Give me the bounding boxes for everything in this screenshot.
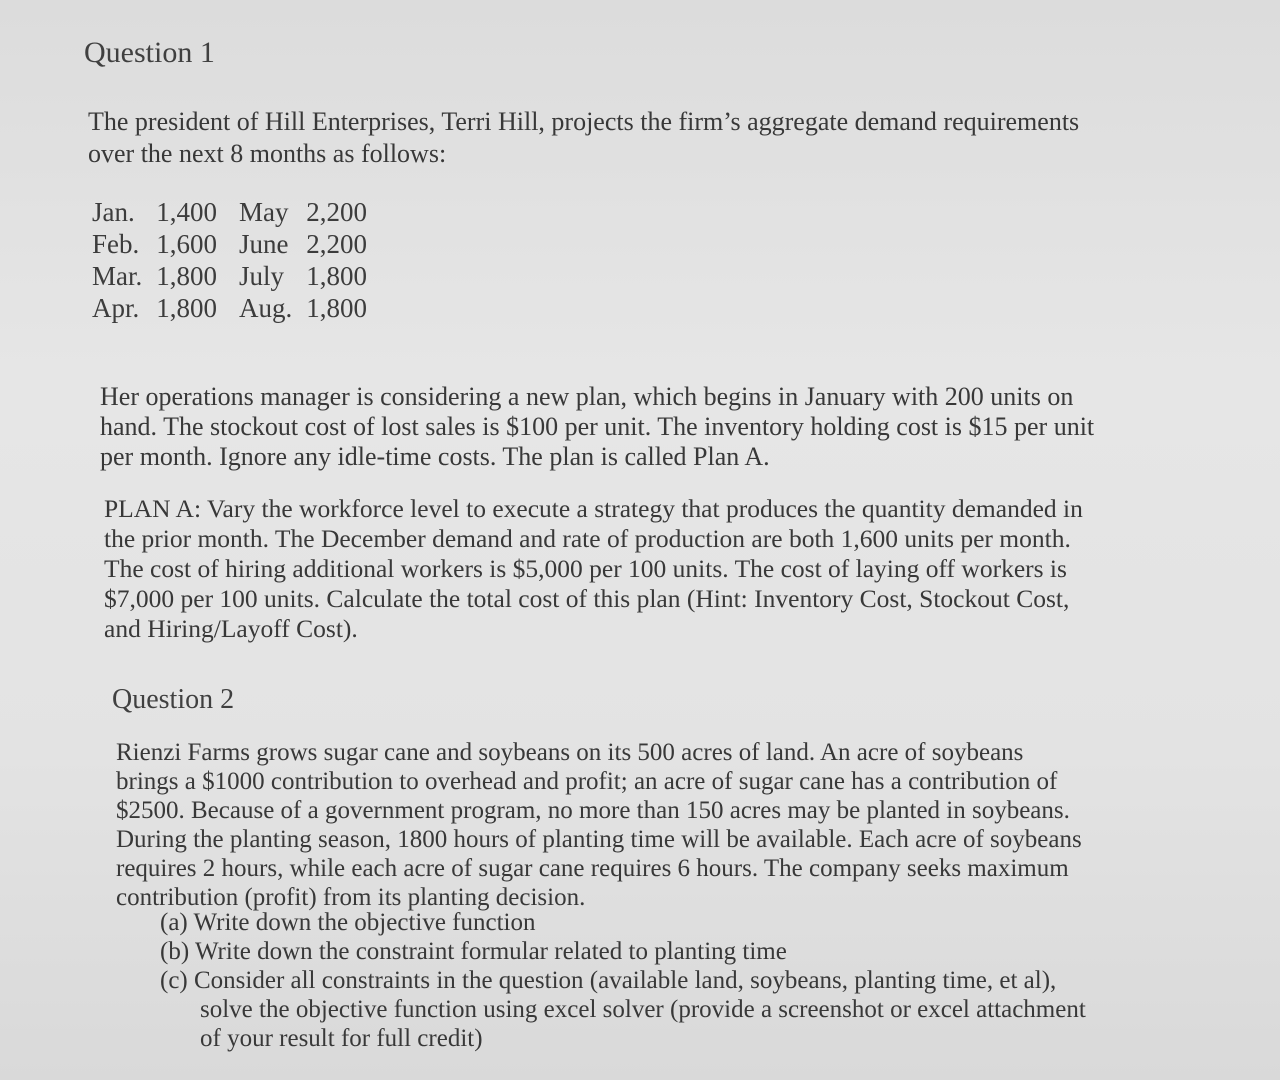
table-row	[92, 260, 381, 292]
table-row	[92, 228, 381, 260]
question-2-subquestions	[160, 908, 1086, 1053]
demand-cell: 1,800	[156, 260, 217, 291]
question-1-intro	[88, 106, 1079, 170]
body-line: $2500. Because of a government program, no more than 150 acres may be planted in soybeans.	[116, 797, 1070, 824]
demand-cell: 2,200	[306, 228, 367, 259]
subquestion-c: (c) Consider all constraints in the question (available land, soybeans, planting time, et al),	[160, 967, 1057, 994]
demand-cell: 1,800	[306, 292, 367, 323]
table-row	[92, 196, 381, 228]
month-cell: July	[239, 260, 285, 291]
body-line: Rienzi Farms grows sugar cane and soybeans on its 500 acres of land. An acre of soybeans	[116, 739, 1024, 766]
question-2-body	[116, 738, 1082, 912]
demand-cell: 1,400	[156, 196, 217, 227]
plan-a-line: and Hiring/Layoff Cost).	[104, 614, 358, 643]
subquestion-c-continued: solve the objective function using excel solver (provide a screenshot or excel attachment	[200, 996, 1086, 1023]
body-line: During the planting season, 1800 hours of planting time will be available. Each acre of soybeans	[116, 826, 1082, 853]
demand-cell: 2,200	[306, 196, 367, 227]
plan-a-paragraph	[104, 494, 1083, 644]
operations-paragraph	[100, 382, 1094, 472]
month-cell: Feb.	[92, 228, 140, 259]
month-cell: Jan.	[92, 196, 135, 227]
plan-a-line: The cost of hiring additional workers is $5,000 per 100 units. The cost of laying off workers is	[104, 554, 1067, 583]
subquestion-c-continued: of your result for full credit)	[200, 1025, 483, 1052]
demand-cell: 1,800	[306, 260, 367, 291]
question-2-title: Question 2	[112, 684, 235, 715]
plan-a-line: PLAN A: Vary the workforce level to execute a strategy that produces the quantity demanded in	[104, 494, 1083, 523]
body-line: contribution (profit) from its planting decision.	[116, 884, 586, 911]
subquestion-b: (b) Write down the constraint formular related to planting time	[160, 938, 787, 965]
demand-cell: 1,800	[156, 292, 217, 323]
month-cell: Apr.	[92, 292, 140, 323]
operations-line: Her operations manager is considering a new plan, which begins in January with 200 units on	[100, 382, 1074, 411]
table-row	[92, 292, 381, 324]
month-cell: June	[239, 228, 289, 259]
month-cell: May	[239, 196, 289, 227]
demand-table	[92, 196, 381, 324]
demand-cell: 1,600	[156, 228, 217, 259]
intro-line: over the next 8 months as follows:	[88, 139, 447, 168]
question-1-title: Question 1	[84, 36, 215, 69]
operations-line: per month. Ignore any idle-time costs. The plan is called Plan A.	[100, 442, 770, 471]
body-line: requires 2 hours, while each acre of sugar cane requires 6 hours. The company seeks maximum	[116, 855, 1069, 882]
month-cell: Aug.	[239, 292, 293, 323]
plan-a-line: the prior month. The December demand and rate of production are both 1,600 units per month.	[104, 524, 1071, 553]
body-line: brings a $1000 contribution to overhead and profit; an acre of sugar cane has a contribution of	[116, 768, 1058, 795]
subquestion-a: (a) Write down the objective function	[160, 909, 536, 936]
intro-line: The president of Hill Enterprises, Terri Hill, projects the firm’s aggregate demand requirements	[88, 107, 1080, 136]
month-cell: Mar.	[92, 260, 143, 291]
plan-a-line: $7,000 per 100 units. Calculate the total cost of this plan (Hint: Inventory Cost, Stockout Cost,	[104, 584, 1070, 613]
operations-line: hand. The stockout cost of lost sales is $100 per unit. The inventory holding cost is $15 per unit	[100, 412, 1095, 441]
